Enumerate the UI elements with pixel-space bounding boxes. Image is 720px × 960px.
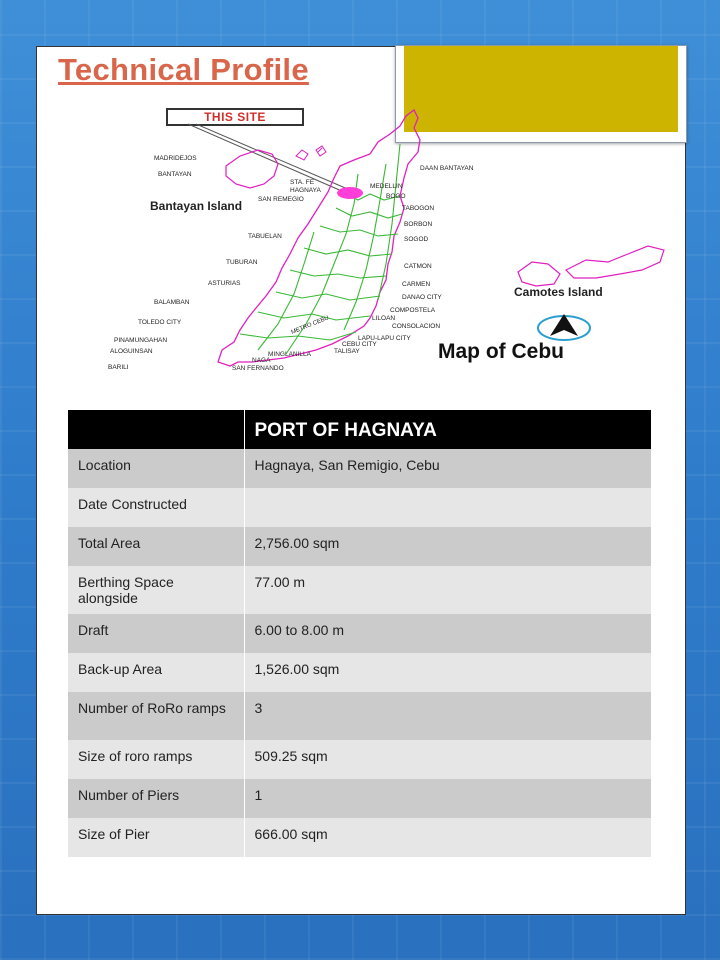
place-label: BORBON (404, 221, 433, 228)
place-label: BARILI (108, 364, 129, 371)
place-label: COMPOSTELA (390, 307, 436, 314)
row-label: Draft (68, 614, 244, 653)
row-label: Size of Pier (68, 818, 244, 857)
place-label: MEDELLIN (370, 183, 403, 190)
table-row (68, 488, 652, 527)
place-label: MINGLANILLA (268, 351, 311, 358)
place-label: ASTURIAS (208, 280, 241, 287)
place-label: LAPU-LAPU CITY (358, 335, 411, 342)
row-value: 77.00 m (244, 566, 652, 614)
row-label: Date Constructed (68, 488, 244, 527)
place-label: BANTAYAN (158, 171, 192, 178)
table-row (68, 818, 652, 857)
row-label: Number of RoRo ramps (68, 692, 244, 740)
table-row (68, 692, 652, 740)
camotes-island-label: Camotes Island (514, 285, 603, 299)
place-label: TABOGON (402, 205, 435, 212)
row-label: Back-up Area (68, 653, 244, 692)
place-label: SAN FERNANDO (232, 365, 284, 372)
place-label: CONSOLACION (392, 323, 441, 330)
row-value: 509.25 sqm (244, 740, 652, 779)
table-row (68, 527, 652, 566)
table-row (68, 653, 652, 692)
table-row (68, 614, 652, 653)
map-title: Map of Cebu (438, 340, 564, 363)
table-header-row (68, 410, 652, 449)
page-title: Technical Profile (58, 52, 309, 87)
table-header-title: PORT OF HAGNAYA (244, 410, 652, 449)
place-label: CARMEN (402, 281, 431, 288)
metro-cebu-label: METRO CEBU (290, 315, 330, 336)
compass-icon (538, 314, 590, 340)
row-value: 2,756.00 sqm (244, 527, 652, 566)
row-value: 666.00 sqm (244, 818, 652, 857)
place-label: DAAN BANTAYAN (420, 165, 474, 172)
place-label: LILOAN (372, 315, 396, 322)
table-row (68, 449, 652, 488)
row-value: 6.00 to 8.00 m (244, 614, 652, 653)
table-row (68, 740, 652, 779)
place-label: BOGO (386, 193, 406, 200)
place-label: HAGNAYA (290, 187, 321, 194)
row-label: Berthing Space alongside (68, 566, 244, 614)
place-label: SAN REMEGIO (258, 196, 304, 203)
place-label: PINAMUNGAHAN (114, 337, 168, 344)
place-label: SOGOD (404, 236, 429, 243)
row-label: Number of Piers (68, 779, 244, 818)
cebu-map (108, 104, 674, 380)
pointer-line (196, 124, 350, 190)
row-label: Size of roro ramps (68, 740, 244, 779)
place-label: TALISAY (334, 348, 360, 355)
bantayan-island-label: Bantayan Island (150, 199, 243, 213)
place-label: BALAMBAN (154, 299, 190, 306)
place-label: CATMON (404, 263, 432, 270)
port-profile-table (68, 410, 652, 857)
this-site-label: THIS SITE (166, 108, 304, 126)
place-label: TOLEDO CITY (138, 319, 182, 326)
table-row (68, 779, 652, 818)
row-value: 1 (244, 779, 652, 818)
row-value: 3 (244, 692, 652, 740)
place-label: CEBU CITY (342, 341, 377, 348)
row-label: Location (68, 449, 244, 488)
table-header-blank (68, 410, 244, 449)
place-label: ALOGUINSAN (110, 348, 153, 355)
row-label: Total Area (68, 527, 244, 566)
place-label: NAGA (252, 357, 271, 364)
row-value: Hagnaya, San Remigio, Cebu (244, 449, 652, 488)
place-label: MADRIDEJOS (154, 155, 197, 162)
place-label: TUBURAN (226, 259, 258, 266)
row-value (244, 488, 652, 527)
table-row (68, 566, 652, 614)
hagnaya-site-marker (337, 187, 363, 199)
place-label: STA. FE (290, 179, 315, 186)
place-label: DANAO CITY (402, 294, 442, 301)
row-value: 1,526.00 sqm (244, 653, 652, 692)
camotes-island-outline (518, 262, 560, 286)
place-label: TABUELAN (248, 233, 282, 240)
